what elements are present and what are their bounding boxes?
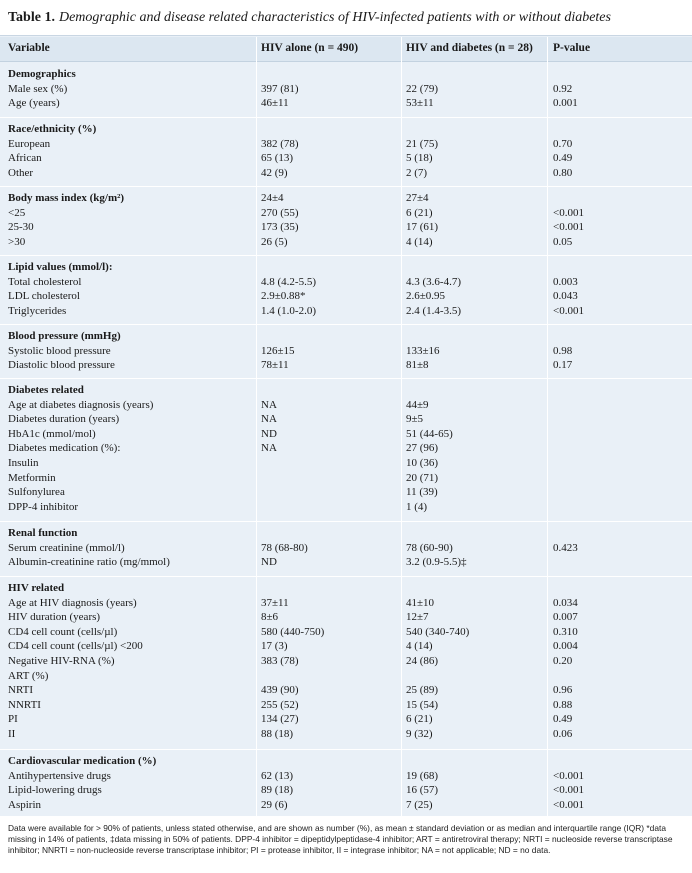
table-row — [0, 698, 692, 712]
cell-pvalue: 0.96 — [553, 684, 573, 697]
cell-hiv-diabetes: 2.6±0.95 — [406, 290, 446, 303]
cell-hiv-alone: 383 (78) — [261, 655, 299, 667]
section-title: Demographics — [8, 68, 76, 80]
cell-hiv-alone: 255 (52) — [261, 698, 299, 711]
cell-pvalue: 0.88 — [553, 698, 573, 711]
cell-variable: >30 — [8, 235, 26, 248]
cell-hiv-alone: 62 (13) — [261, 769, 294, 782]
table-row — [0, 412, 692, 426]
cell-hiv-alone: 37±11 — [261, 596, 289, 609]
cell-pvalue: 0.423 — [553, 541, 578, 554]
cell-hiv-alone: 88 (18) — [261, 728, 294, 740]
cell-pvalue: <0.001 — [553, 206, 584, 219]
cell-hiv-alone: NA — [261, 442, 277, 455]
cell-pvalue: 0.92 — [553, 82, 573, 95]
cell-hiv-diabetes: 4 (14) — [406, 640, 433, 653]
cell-variable: HIV duration (years) — [8, 611, 101, 624]
section-title: Diabetes related — [8, 384, 84, 396]
table-section — [0, 324, 692, 379]
section-title: HIV related — [8, 582, 65, 594]
cell-hiv-diabetes: 5 (18) — [406, 152, 433, 165]
cell-hiv-diabetes: 19 (68) — [406, 769, 439, 782]
cell-hiv-alone: 270 (55) — [261, 206, 299, 219]
cell-variable: Diabetes medication (%): — [8, 442, 121, 455]
cell-variable: Aspirin — [8, 798, 41, 811]
table-row — [0, 712, 692, 726]
cell-pvalue: 0.007 — [553, 611, 578, 624]
cell-variable: Systolic blood pressure — [8, 344, 111, 357]
cell-variable: DPP-4 inhibitor — [8, 500, 78, 513]
table-section — [0, 749, 692, 817]
column-divider — [547, 37, 548, 821]
cell-hiv-diabetes: 6 (21) — [406, 206, 433, 219]
cell-variable: Diastolic blood pressure — [8, 359, 115, 372]
cell-hiv-diabetes: 12±7 — [406, 611, 429, 624]
cell-variable: <25 — [8, 206, 26, 219]
cell-variable: Other — [8, 166, 34, 179]
table-row — [0, 769, 692, 783]
cell-variable: Age at diabetes diagnosis (years) — [8, 398, 154, 411]
table-row — [0, 427, 692, 441]
cell-variable: II — [8, 728, 16, 740]
table-row — [0, 82, 692, 96]
section-header-row — [0, 191, 692, 205]
column-divider — [256, 37, 257, 821]
cell-hiv-alone: ND — [261, 427, 277, 440]
cell-hiv-diabetes: 7 (25) — [406, 798, 433, 811]
cell-hiv-alone: 29 (6) — [261, 798, 288, 811]
cell-hiv-diabetes: 11 (39) — [406, 486, 438, 499]
cell-hiv-diabetes: 53±11 — [406, 97, 434, 110]
cell-hiv-alone: 65 (13) — [261, 152, 294, 165]
section-header-row — [0, 67, 692, 81]
cell-variable: European — [8, 137, 51, 150]
cell-variable: Insulin — [8, 457, 39, 469]
cell-pvalue: 0.05 — [553, 235, 573, 248]
cell-hiv-diabetes: 78 (60-90) — [406, 541, 453, 554]
cell-variable: Total cholesterol — [8, 275, 82, 288]
table-row — [0, 683, 692, 697]
cell-hiv-diabetes: 15 (54) — [406, 698, 439, 711]
table-row — [0, 275, 692, 289]
cell-hiv-diabetes: 9 (32) — [406, 728, 433, 740]
cell-variable: CD4 cell count (cells/µl) <200 — [8, 640, 143, 653]
table-row — [0, 441, 692, 455]
cell-pvalue: 0.20 — [553, 655, 573, 667]
cell-hiv-diabetes: 4 (14) — [406, 235, 433, 248]
table-row — [0, 669, 692, 683]
cell-hiv-diabetes: 44±9 — [406, 398, 429, 411]
table-row — [0, 304, 692, 318]
table-row — [0, 398, 692, 412]
cell-hiv-alone: NA — [261, 413, 277, 426]
cell-variable: Antihypertensive drugs — [8, 769, 111, 782]
table-row — [0, 783, 692, 797]
section-header-row — [0, 329, 692, 343]
table-row — [0, 206, 692, 220]
cell-variable: PI — [8, 713, 18, 726]
cell-variable: Male sex (%) — [8, 82, 68, 95]
cell-variable: CD4 cell count (cells/µl) — [8, 625, 118, 638]
cell-variable: NRTI — [8, 684, 34, 697]
cell-hiv-alone: 382 (78) — [261, 137, 299, 150]
cell-variable: Age (years) — [8, 97, 60, 110]
cell-hiv-diabetes: 16 (57) — [406, 784, 439, 797]
cell-pvalue: 0.17 — [553, 359, 573, 372]
table-row — [0, 96, 692, 110]
section-header-row — [0, 581, 692, 595]
cell-variable: Serum creatinine (mmol/l) — [8, 541, 125, 554]
section-title: Lipid values (mmol/l): — [8, 261, 113, 273]
cell-hiv-diabetes: 20 (71) — [406, 471, 439, 484]
cell-hiv-diabetes: 1 (4) — [406, 500, 428, 513]
cell-hiv-alone: 78±11 — [261, 359, 289, 372]
table-section — [0, 117, 692, 187]
cell-hiv-alone: ND — [261, 556, 277, 569]
cell-pvalue: <0.001 — [553, 784, 584, 797]
cell-hiv-alone: 24±4 — [261, 192, 284, 204]
section-title: Race/ethnicity (%) — [8, 123, 97, 135]
cell-hiv-alone: 42 (9) — [261, 166, 288, 179]
cell-pvalue: 0.310 — [553, 625, 578, 638]
table-section — [0, 255, 692, 325]
cell-hiv-diabetes: 133±16 — [406, 344, 440, 357]
cell-hiv-alone: 126±15 — [261, 344, 295, 357]
cell-pvalue: <0.001 — [553, 304, 584, 317]
cell-hiv-diabetes: 4.3 (3.6-4.7) — [406, 275, 461, 288]
cell-variable: Age at HIV diagnosis (years) — [8, 596, 137, 609]
cell-hiv-diabetes: 6 (21) — [406, 713, 433, 726]
cell-variable: Diabetes duration (years) — [8, 413, 120, 426]
cell-variable: Negative HIV-RNA (%) — [8, 655, 115, 667]
cell-hiv-diabetes: 51 (44-65) — [406, 427, 453, 440]
table-row — [0, 166, 692, 180]
cell-pvalue: <0.001 — [553, 798, 584, 811]
table-section — [0, 521, 692, 577]
cell-hiv-diabetes: 9±5 — [406, 413, 424, 426]
table-section — [0, 186, 692, 256]
cell-variable: 25-30 — [8, 221, 34, 234]
table-row — [0, 471, 692, 485]
cell-variable: Sulfonylurea — [8, 486, 65, 499]
header-hiv-alone: HIV alone (n = 490) — [261, 42, 359, 54]
cell-pvalue: 0.80 — [553, 166, 573, 179]
table-row — [0, 220, 692, 234]
cell-hiv-diabetes: 27±4 — [406, 192, 429, 204]
cell-hiv-alone: 134 (27) — [261, 713, 299, 726]
table-row — [0, 555, 692, 569]
cell-hiv-diabetes: 41±10 — [406, 596, 435, 609]
table-row — [0, 358, 692, 372]
cell-hiv-alone: 439 (90) — [261, 684, 299, 697]
table-row — [0, 654, 692, 668]
table-row — [0, 727, 692, 741]
cell-variable: ART (%) — [8, 669, 49, 682]
cell-variable: Lipid-lowering drugs — [8, 784, 102, 797]
cell-hiv-alone: 46±11 — [261, 97, 289, 110]
section-title: Body mass index (kg/m²) — [8, 192, 125, 204]
table-row — [0, 639, 692, 653]
cell-pvalue: 0.70 — [553, 137, 573, 150]
cell-variable: HbA1c (mmol/mol) — [8, 427, 96, 440]
cell-hiv-alone: 4.8 (4.2-5.5) — [261, 275, 316, 288]
cell-hiv-alone: 8±6 — [261, 611, 279, 624]
section-header-row — [0, 754, 692, 768]
cell-hiv-alone: 26 (5) — [261, 235, 288, 248]
table-title-lead: Table 1. — [8, 9, 55, 25]
table-title-text: Demographic and disease related characteristics of HIV-infected patients with or without diabetes — [58, 9, 611, 25]
cell-hiv-alone: 173 (35) — [261, 221, 299, 234]
cell-hiv-diabetes: 17 (61) — [406, 221, 439, 234]
cell-variable: NNRTI — [8, 698, 41, 711]
cell-hiv-alone: 1.4 (1.0-2.0) — [261, 304, 316, 317]
table-row — [0, 289, 692, 303]
cell-pvalue: 0.043 — [553, 290, 578, 303]
table-section — [0, 62, 692, 118]
cell-pvalue: 0.034 — [553, 596, 578, 609]
cell-hiv-diabetes: 24 (86) — [406, 655, 439, 667]
cell-variable: African — [8, 152, 42, 165]
table-footnote: Data were available for > 90% of patients, unless stated otherwise, and are shown as number (%), as mean ± standard deviation or as median and interquartile range (IQR) *data missing in 14% of patients, ‡data missing in 50% of patients. DPP-4 inhibitor = dipeptidylpeptidase-4 inhibitor; ART = antiretroviral therapy; NRTI = nucleoside reverse transcriptase inhibitor; NNRTI = non-nucleoside reverse transcriptase inhibitor; PI = protease inhibitor, II = integrase inhibitor; NA = not applicable; ND = no data. — [8, 823, 684, 856]
table-row — [0, 798, 692, 812]
cell-pvalue: 0.004 — [553, 640, 578, 653]
cell-hiv-diabetes: 10 (36) — [406, 457, 439, 469]
table-row — [0, 625, 692, 639]
cell-hiv-alone: 397 (81) — [261, 82, 299, 95]
cell-hiv-diabetes: 81±8 — [406, 359, 429, 372]
cell-hiv-diabetes: 540 (340-740) — [406, 625, 470, 638]
cell-pvalue: 0.98 — [553, 344, 573, 357]
cell-hiv-alone: 89 (18) — [261, 784, 294, 797]
table-row — [0, 541, 692, 555]
header-variable: Variable — [8, 42, 50, 54]
header-pvalue: P-value — [553, 42, 591, 54]
table-header-row — [0, 37, 692, 62]
section-header-row — [0, 526, 692, 540]
cell-hiv-diabetes: 27 (96) — [406, 442, 439, 455]
section-title: Renal function — [8, 527, 78, 539]
cell-hiv-alone: 78 (68-80) — [261, 541, 308, 554]
cell-hiv-alone: 17 (3) — [261, 640, 288, 653]
cell-variable: Triglycerides — [8, 304, 67, 317]
cell-variable: Metformin — [8, 471, 56, 484]
cell-hiv-alone: NA — [261, 398, 277, 411]
cell-hiv-diabetes: 3.2 (0.9-5.5)‡ — [406, 556, 467, 569]
table-row — [0, 456, 692, 470]
table-row — [0, 344, 692, 358]
table-row — [0, 500, 692, 514]
section-header-row — [0, 260, 692, 274]
cell-hiv-alone: 2.9±0.88* — [261, 290, 306, 303]
section-header-row — [0, 383, 692, 397]
table-section — [0, 378, 692, 522]
cell-hiv-diabetes: 25 (89) — [406, 684, 439, 697]
section-header-row — [0, 122, 692, 136]
table-row — [0, 137, 692, 151]
table-row — [0, 610, 692, 624]
cell-hiv-diabetes: 21 (75) — [406, 137, 439, 150]
table-title — [0, 0, 692, 36]
cell-pvalue: <0.001 — [553, 221, 584, 234]
section-title: Blood pressure (mmHg) — [8, 330, 121, 342]
table-row — [0, 235, 692, 249]
cell-pvalue: 0.49 — [553, 152, 573, 165]
cell-hiv-alone: 580 (440-750) — [261, 625, 325, 638]
column-divider — [401, 37, 402, 821]
cell-pvalue: 0.001 — [553, 97, 578, 110]
table-row — [0, 151, 692, 165]
cell-pvalue: <0.001 — [553, 769, 584, 782]
header-hiv-diabetes: HIV and diabetes (n = 28) — [406, 42, 533, 54]
table-row — [0, 596, 692, 610]
cell-variable: Albumin-creatinine ratio (mg/mmol) — [8, 556, 170, 569]
cell-hiv-diabetes: 22 (79) — [406, 82, 439, 95]
cell-pvalue: 0.003 — [553, 275, 578, 288]
cell-pvalue: 0.06 — [553, 728, 573, 740]
cell-pvalue: 0.49 — [553, 713, 573, 726]
cell-hiv-diabetes: 2.4 (1.4-3.5) — [406, 304, 461, 317]
table-section — [0, 576, 692, 750]
table-row — [0, 485, 692, 499]
cell-variable: LDL cholesterol — [8, 290, 80, 303]
section-title: Cardiovascular medication (%) — [8, 755, 157, 767]
cell-hiv-diabetes: 2 (7) — [406, 166, 428, 179]
